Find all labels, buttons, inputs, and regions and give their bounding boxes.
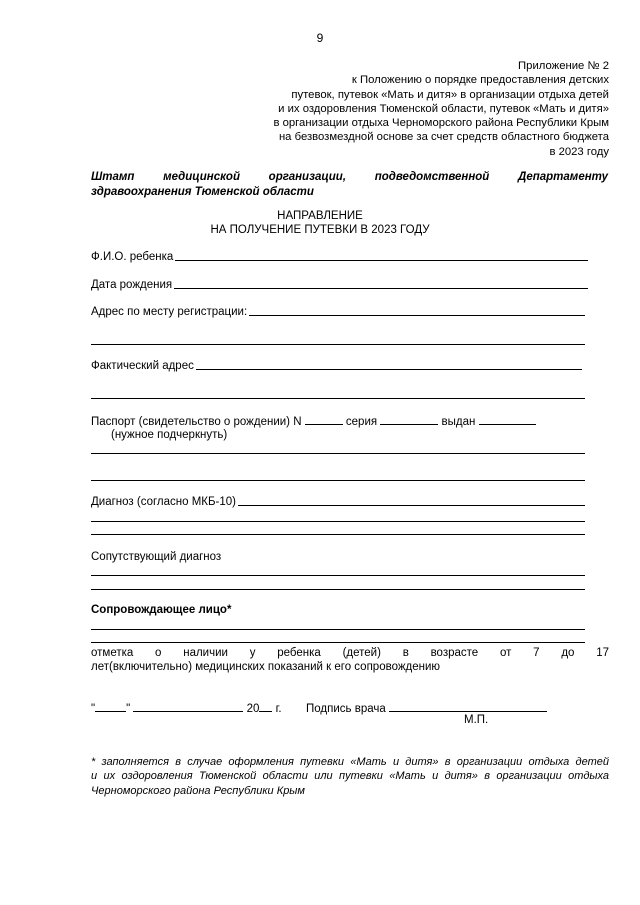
accompanying-diagnosis-line-1[interactable] bbox=[91, 575, 585, 576]
escort-note-line-2: лет(включительно) медицинских показаний к его сопровождению bbox=[91, 661, 441, 673]
passport-series-line[interactable] bbox=[380, 414, 438, 425]
escort-label: Сопровождающее лицо* bbox=[91, 604, 232, 616]
accompanying-diagnosis-line-2[interactable] bbox=[91, 589, 585, 590]
actual-address-line-2[interactable] bbox=[91, 398, 585, 399]
appendix-line: в 2023 году bbox=[549, 145, 609, 158]
stamp-block bbox=[91, 170, 608, 199]
passport-issued-label: выдан bbox=[441, 416, 476, 428]
year-prefix: 20 bbox=[246, 703, 260, 715]
appendix-line: на безвозмездной основе за счет средств областного бюджета bbox=[278, 131, 609, 144]
stamp-line-2: здравоохранения Тюменской области bbox=[91, 185, 314, 198]
reg-address-line[interactable] bbox=[249, 314, 585, 316]
reg-address-line-2[interactable] bbox=[91, 344, 585, 345]
signature-row bbox=[91, 701, 547, 715]
actual-address-line[interactable] bbox=[196, 368, 582, 370]
page-number: 9 bbox=[316, 31, 324, 45]
diagnosis-field[interactable] bbox=[91, 496, 585, 508]
title-line-2: НА ПОЛУЧЕНИЕ ПУТЕВКИ В 2023 ГОДУ bbox=[210, 224, 430, 236]
passport-series-label: серия bbox=[345, 416, 378, 428]
footnote-line-3: Черноморского района Республики Крым bbox=[91, 784, 305, 797]
stamp-line-1: Штамп медицинской организации, подведомственной Департаменту bbox=[91, 171, 608, 183]
child-name-label: Ф.И.О. ребенка bbox=[91, 251, 174, 263]
accompanying-diagnosis-label: Сопутствующий диагноз bbox=[91, 551, 222, 563]
diagnosis-line[interactable] bbox=[238, 504, 585, 506]
passport-issued-line[interactable] bbox=[479, 414, 536, 425]
passport-line-2[interactable] bbox=[91, 453, 585, 454]
doctor-signature-label: Подпись врача bbox=[306, 703, 386, 715]
year-suffix: г. bbox=[275, 703, 282, 715]
appendix-line: и их оздоровления Тюменской области, путевок «Мать и дитя» bbox=[278, 102, 609, 115]
footnote-line-2: и их оздоровления Тюменской области или путевки «Мать и дитя» в организации отдыха bbox=[91, 770, 609, 783]
appendix-line: Приложение № 2 bbox=[518, 60, 609, 72]
date-open-quote: " bbox=[91, 703, 96, 715]
footnote-line-1: * заполняется в случае оформления путевки «Мать и дитя» в организации отдыха детей bbox=[91, 756, 609, 768]
birth-date-line[interactable] bbox=[174, 287, 588, 289]
appendix-line: в организации отдыха Черноморского района Республики Крым bbox=[273, 117, 609, 130]
date-close-quote: " bbox=[126, 703, 131, 715]
child-name-line[interactable] bbox=[175, 259, 588, 261]
passport-line-3[interactable] bbox=[91, 480, 585, 481]
passport-number-line[interactable] bbox=[305, 414, 343, 425]
reg-address-label: Адрес по месту регистрации: bbox=[91, 306, 248, 318]
date-year-line[interactable] bbox=[259, 701, 272, 712]
child-name-field[interactable] bbox=[91, 251, 588, 263]
escort-line-2[interactable] bbox=[91, 642, 585, 643]
stamp-place-mark: М.П. bbox=[464, 714, 489, 726]
diagnosis-line-2[interactable] bbox=[91, 521, 585, 522]
diagnosis-line-3[interactable] bbox=[91, 534, 585, 535]
title-line-1: НАПРАВЛЕНИЕ bbox=[277, 210, 363, 222]
document-title bbox=[0, 209, 640, 237]
passport-field bbox=[91, 414, 536, 428]
actual-address-label: Фактический адрес bbox=[91, 360, 194, 372]
birth-date-field[interactable] bbox=[91, 279, 588, 291]
appendix-header bbox=[169, 59, 609, 159]
actual-address-field[interactable] bbox=[91, 360, 582, 372]
date-month-line[interactable] bbox=[133, 701, 243, 712]
appendix-line: к Положению о порядке предоставления детских bbox=[351, 74, 609, 87]
appendix-line: путевок, путевок «Мать и дитя» в организации отдыха детей bbox=[291, 88, 609, 101]
passport-label: Паспорт (свидетельство о рождении) N bbox=[91, 416, 302, 428]
birth-date-label: Дата рождения bbox=[91, 279, 173, 291]
doctor-signature-line[interactable] bbox=[389, 701, 547, 712]
escort-line-1[interactable] bbox=[91, 629, 585, 630]
footnote bbox=[91, 755, 609, 798]
reg-address-field[interactable] bbox=[91, 306, 585, 318]
date-day-line[interactable] bbox=[95, 701, 126, 712]
diagnosis-label: Диагноз (согласно МКБ-10) bbox=[91, 496, 237, 508]
passport-note: (нужное подчеркнуть) bbox=[111, 429, 228, 441]
escort-note-line-1: отметка о наличии у ребенка (детей) в возрасте от 7 до 17 bbox=[91, 647, 609, 659]
